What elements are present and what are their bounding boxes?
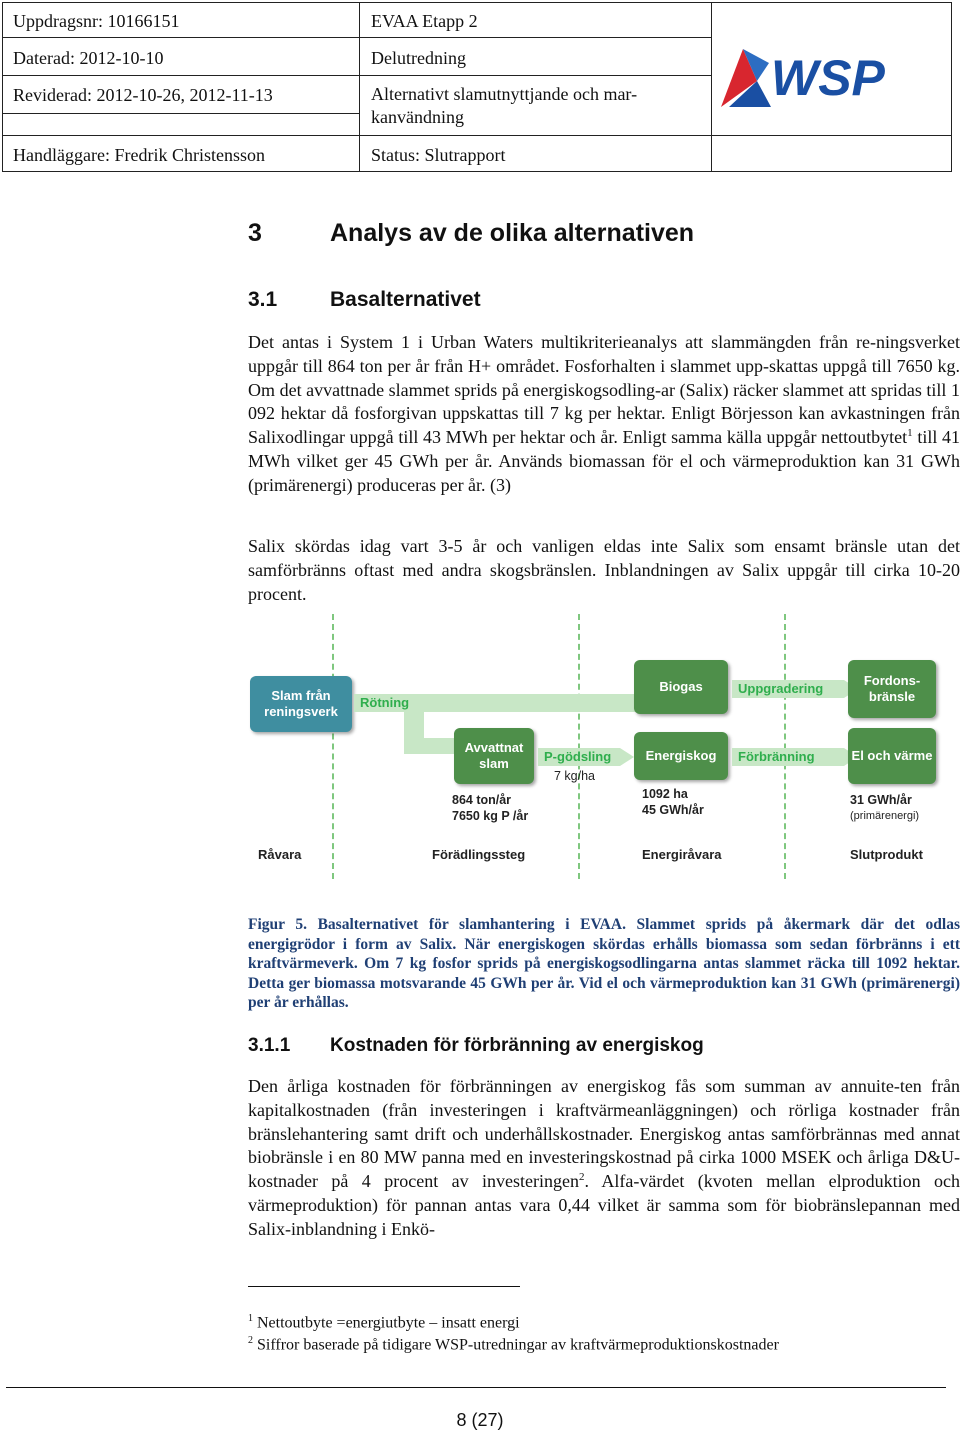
- paragraph-text: . Alfa-värdet (kvoten mellan elproduktion och värmeproduktion) för pannan antas vara 0,44 vilket är samma som för biobränslepannan med Salix-inblandning i Enkö-: [248, 1171, 960, 1239]
- header-divider: [711, 3, 712, 171]
- report-status: Status: Slutrapport: [371, 145, 506, 165]
- paragraph-text: till 41 MWh vilket ger 45 GWh per år. Används biomassan för el och värmeproduktion kan 31 GWh (primärenergi) produceras per år. (3): [248, 427, 960, 495]
- footnote-mark: 1: [248, 1313, 253, 1324]
- footer-rule: [6, 1387, 946, 1388]
- footnote: [248, 1331, 779, 1355]
- subsubsection-heading: [248, 1035, 704, 1057]
- area-hectares: 1092 ha: [642, 787, 688, 801]
- handler: Handläggare: Fredrik Christensson: [13, 145, 265, 165]
- stage-label: Förädlingssteg: [432, 847, 526, 862]
- section-number: 3: [248, 219, 262, 247]
- header-divider: [3, 37, 359, 38]
- energy-gwh: 31 GWh/år: [850, 793, 912, 807]
- paragraph-text: Den årliga kostnaden för förbränningen av energiskog fås som summan av annuite-ten från kapitalkostnaden (från investeringen i kraftvärmeanläggningen) och rörliga kostnader från bränslehantering samt drift och underhållskostnader. Energiskog antas samförbrännas med annat biobränsle i en 80 MW panna med en investeringskostnad på cirka 1000 MSEK och årliga D&U-kostnader på 4 procent av investeringen: [248, 1076, 960, 1192]
- stage-separator: [784, 614, 786, 879]
- box-avvattnat-slam: Avvattnat slam: [454, 728, 534, 784]
- process-forbranning: Förbränning: [732, 748, 844, 766]
- connector: [404, 738, 454, 754]
- subsection-heading: [248, 288, 481, 312]
- header-divider: [359, 37, 711, 38]
- subsubsection-title: Kostnaden för förbränning av energiskog: [330, 1035, 704, 1056]
- footnote: [248, 1309, 520, 1333]
- box-slam-fran-reningsverk: Slam från reningsverk: [250, 676, 352, 732]
- subsection-title: Basalternativet: [330, 288, 481, 311]
- revised: Reviderad: 2012-10-26, 2012-11-13: [13, 85, 273, 105]
- header-divider: [359, 3, 360, 171]
- box-biogas: Biogas: [634, 660, 728, 714]
- paragraph-salix: Salix skördas idag vart 3-5 år och vanligen eldas inte Salix som ensamt bränsle utan det samförbränns oftast med andra skogsbränslen. Inblandningen av Salix uppgår till cirka 10-20 procent.: [248, 536, 960, 604]
- slam-amount-tons: 864 ton/år: [452, 793, 512, 807]
- paragraph-text: Det antas i System 1 i Urban Waters multikriterieanalys att slammängden från re-ningsverket uppgår till 864 ton per år från H+ området. Fosforhalten i slammet upp-skattas uppgå till 7650 kg. Om det avvattnade slammet sprids på energiskogsodling-ar (Salix) räcker slammet att spridas till 1 092 hektar då fosforgivan uppskattas till 7 kg per hektar. Enligt Börjesson kan avkastningen från Salixodlingar uppgå till 43 MWh per hektar och år. Enligt samma källa uppgår nettoutbytet: [248, 332, 960, 448]
- wsp-logo-text: WSP: [771, 50, 885, 106]
- process-p-godsling: P-gödsling: [538, 748, 620, 766]
- stage-label: Råvara: [258, 847, 302, 862]
- flow-diagram: [248, 614, 960, 894]
- stage-label: Slutprodukt: [850, 847, 923, 862]
- slam-amount-phosphorus: 7650 kg P /år: [452, 809, 529, 823]
- wsp-logo: [721, 41, 921, 111]
- footnote-text: Nettoutbyte =energiutbyte – insatt energi: [257, 1314, 520, 1332]
- footnote-mark: 2: [248, 1335, 253, 1346]
- fertilizer-rate: 7 kg/ha: [554, 769, 596, 783]
- stage-label: Energiråvara: [642, 847, 722, 862]
- section-heading: [248, 219, 694, 248]
- process-uppgradering: Uppgradering: [732, 680, 844, 698]
- page-number: 8 (27): [456, 1410, 504, 1430]
- process-band: [544, 694, 638, 712]
- stage-separator: [332, 614, 334, 879]
- process-rotning: Rötning: [354, 694, 544, 712]
- header-divider: [359, 75, 711, 76]
- box-el-och-varme: El och värme: [848, 728, 936, 784]
- wsp-logo-mark: [721, 41, 921, 111]
- energy-primary-label: (primärenergi): [850, 810, 920, 822]
- project-name: EVAA Etapp 2: [371, 11, 478, 31]
- header-divider: [3, 113, 359, 114]
- document-header: [2, 2, 952, 172]
- energy-output: [850, 792, 919, 824]
- area-yield: [642, 786, 704, 818]
- box-fordonsbransle: Fordons-bränsle: [848, 660, 936, 718]
- subsubsection-number: 3.1.1: [248, 1035, 291, 1056]
- dated: Daterad: 2012-10-10: [13, 48, 164, 68]
- footnote-text: Siffror baserade på tidigare WSP-utredningar av kraftvärmeproduktionskostnader: [257, 1336, 779, 1354]
- biomass-energy: 45 GWh/år: [642, 803, 704, 817]
- section-title: Analys av de olika alternativen: [330, 219, 695, 247]
- report-type: Delutredning: [371, 48, 466, 68]
- paragraph-kostnad: [248, 1075, 960, 1242]
- footnote-separator: [248, 1286, 520, 1287]
- paragraph-basalternativet: [248, 331, 960, 498]
- order-number: Uppdragsnr: 10166151: [13, 11, 180, 31]
- slam-amount: [452, 792, 528, 824]
- stage-separator: [578, 614, 580, 879]
- header-divider: [3, 75, 359, 76]
- footnote-ref: 2: [579, 1171, 585, 1184]
- subsection-number: 3.1: [248, 288, 278, 311]
- report-subtitle: Alternativt slamutnyttjande och mar-kanvändning: [371, 84, 638, 127]
- figure-caption: Figur 5. Basalternativet för slamhantering i EVAA. Slammet sprids på åkermark där det odlas energigrödor i form av Salix. När energiskogen skördas erhålls biomassa som sedan förbränns i ett kraftvärmeverk. Om 7 kg fosfor sprids på energiskogsodlingarna antas slammet räcka till 1092 hektar. Detta ger biomassa motsvarande 45 GWh per år. Vid el och värmeproduktion kan 31 GWh (primärenergi) per år erhållas.: [248, 916, 960, 1012]
- box-energiskog: Energiskog: [634, 732, 728, 780]
- header-divider: [3, 135, 951, 136]
- footnote-ref: 1: [907, 427, 913, 440]
